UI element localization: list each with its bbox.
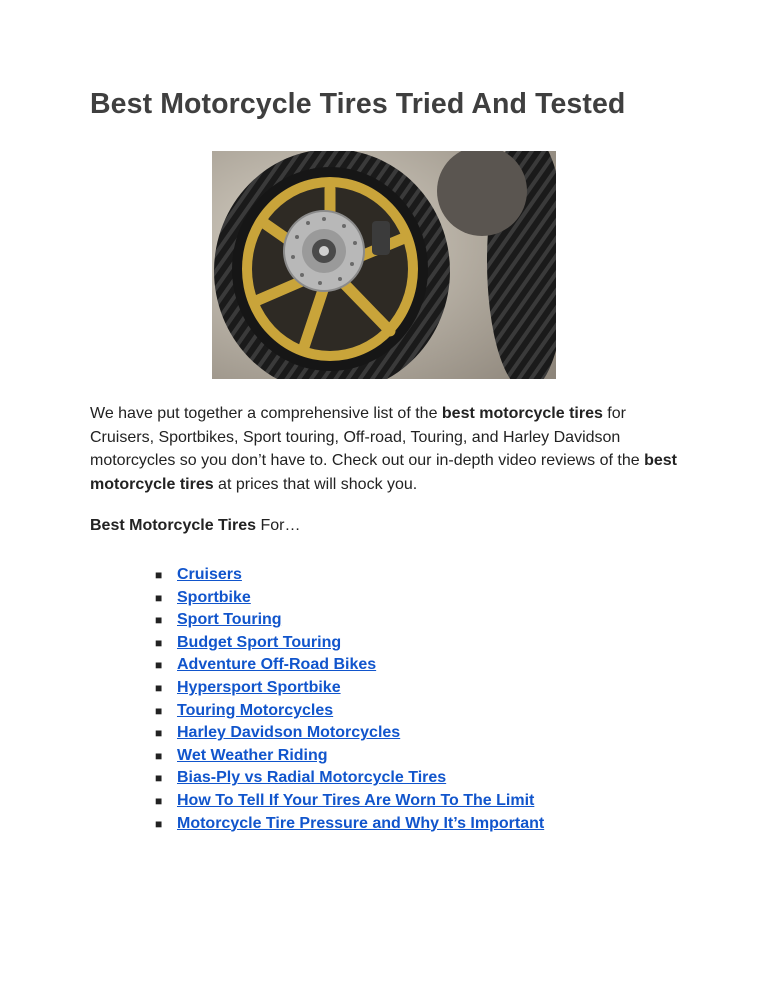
toc-item [155,632,544,655]
toc-item [155,700,544,723]
toc-heading [90,517,300,535]
toc-item [155,722,544,745]
toc-item [155,564,544,587]
bullet-icon: ■ [155,680,163,695]
bullet-icon: ■ [155,613,163,628]
toc-item [155,677,544,700]
bullet-icon: ■ [155,635,163,650]
toc-link[interactable]: Hypersport Sportbike [177,678,341,696]
bullet-icon: ■ [155,793,163,808]
toc-heading-bold: Best Motorcycle Tires [90,517,256,534]
page-title: Best Motorcycle Tires Tried And Tested [90,88,626,120]
toc-item [155,609,544,632]
motorcycle-wheel-illustration [212,151,556,379]
bullet-icon: ■ [155,726,163,741]
toc-link[interactable]: Budget Sport Touring [177,633,342,651]
toc-link[interactable]: Harley Davidson Motorcycles [177,724,401,742]
intro-text-3: at prices that will shock you. [213,475,418,493]
intro-bold-1: best motorcycle tires [441,405,603,422]
intro-paragraph [90,402,690,496]
toc-link[interactable]: Sportbike [177,588,251,606]
bullet-icon: ■ [155,748,163,763]
bullet-icon: ■ [155,771,163,786]
bullet-icon: ■ [155,816,163,831]
toc-link[interactable]: Wet Weather Riding [177,746,328,764]
toc-link[interactable]: Motorcycle Tire Pressure and Why It’s Important [177,814,545,832]
bullet-icon: ■ [155,568,163,582]
bullet-icon: ■ [155,658,163,673]
hero-image [212,151,556,379]
toc-item [155,654,544,677]
toc-item [155,587,544,610]
toc-link[interactable]: How To Tell If Your Tires Are Worn To The Limit [177,791,535,809]
toc-link[interactable]: Sport Touring [177,611,282,629]
toc-heading-rest: For… [256,517,301,534]
toc-link[interactable]: Bias-Ply vs Radial Motorcycle Tires [177,769,447,787]
toc-item [155,813,544,836]
intro-text-1: We have put together a comprehensive list of the [90,405,442,422]
intro-bold-2: best motorcycle tires [90,452,677,493]
toc-item [155,745,544,768]
toc-link[interactable]: Cruisers [177,566,242,583]
bullet-icon: ■ [155,590,163,605]
toc-item [155,790,544,813]
toc-link[interactable]: Touring Motorcycles [177,701,334,719]
intro-text-2: for Cruisers, Sportbikes, Sport touring, Off-road, Touring, and Harley Davidson motorcycles so you don’t have to. Check out our in-depth video reviews of the [90,405,645,469]
toc-list [155,564,544,835]
toc-link[interactable]: Adventure Off-Road Bikes [177,656,377,674]
toc-item [155,767,544,790]
bullet-icon: ■ [155,703,163,718]
